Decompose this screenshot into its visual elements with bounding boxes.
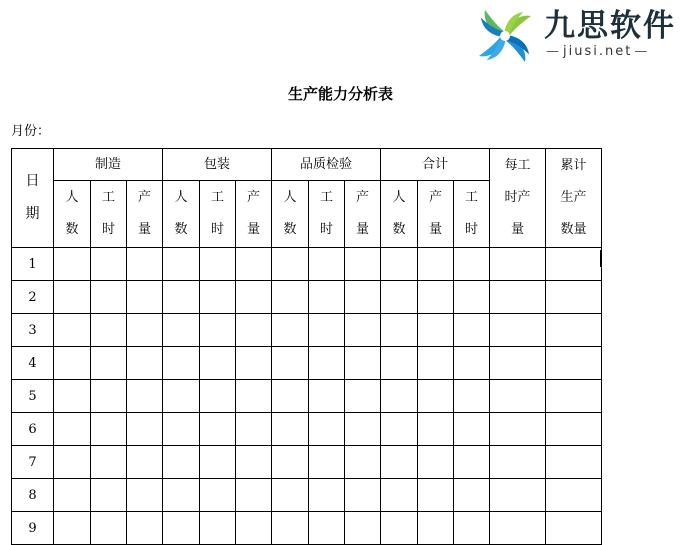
row-number: 8 (12, 479, 54, 512)
table-cell[interactable] (54, 347, 91, 380)
table-cell[interactable] (345, 314, 381, 347)
table-cell[interactable] (490, 347, 546, 380)
sub-header-hours: 工时 (454, 181, 490, 248)
table-cell[interactable] (454, 479, 490, 512)
table-row (12, 314, 602, 347)
table-cell[interactable] (454, 314, 490, 347)
table-cell[interactable] (381, 248, 418, 281)
table-cell[interactable] (309, 512, 345, 545)
table-cell[interactable] (490, 248, 546, 281)
table-cell[interactable] (91, 446, 127, 479)
table-cell[interactable] (127, 479, 163, 512)
row-number: 1 (12, 248, 54, 281)
table-cell[interactable] (200, 413, 236, 446)
table-cell[interactable] (200, 479, 236, 512)
sub-header-output: 产量 (236, 181, 272, 248)
table-row (12, 380, 602, 413)
table-cell[interactable] (163, 347, 200, 380)
table-cell[interactable] (272, 413, 309, 446)
table-cell[interactable] (200, 380, 236, 413)
table-cell[interactable] (546, 413, 602, 446)
sub-header-headcount: 人数 (381, 181, 418, 248)
table-cell[interactable] (54, 314, 91, 347)
table-cell[interactable] (309, 446, 345, 479)
table-cell[interactable] (272, 479, 309, 512)
table-cell[interactable] (454, 347, 490, 380)
table-cell[interactable] (418, 281, 454, 314)
row-number: 2 (12, 281, 54, 314)
group-header-packaging: 包装 (163, 149, 272, 181)
row-number: 6 (12, 413, 54, 446)
table-cell[interactable] (163, 281, 200, 314)
table-cell[interactable] (546, 314, 602, 347)
table-cell[interactable] (200, 314, 236, 347)
table-cell[interactable] (236, 413, 272, 446)
table-cell[interactable] (345, 413, 381, 446)
group-header-quality-inspection: 品质检验 (272, 149, 381, 181)
sub-header-headcount: 人数 (163, 181, 200, 248)
table-cell[interactable] (546, 281, 602, 314)
table-cell[interactable] (236, 479, 272, 512)
table-cell[interactable] (236, 347, 272, 380)
table-cell[interactable] (418, 512, 454, 545)
table-cell[interactable] (54, 281, 91, 314)
table-cell[interactable] (309, 380, 345, 413)
table-cell[interactable] (236, 446, 272, 479)
table-cell[interactable] (91, 380, 127, 413)
row-number: 3 (12, 314, 54, 347)
table-cell[interactable] (454, 512, 490, 545)
sub-header-headcount: 人数 (272, 181, 309, 248)
table-cell[interactable] (490, 512, 546, 545)
table-cell[interactable] (272, 248, 309, 281)
table-cell[interactable] (490, 446, 546, 479)
table-cell[interactable] (236, 314, 272, 347)
table-cell[interactable] (490, 380, 546, 413)
table-cell[interactable] (309, 413, 345, 446)
table-cell[interactable] (309, 248, 345, 281)
table-cell[interactable] (546, 479, 602, 512)
table-cell[interactable] (236, 512, 272, 545)
table-row (12, 446, 602, 479)
table-cell[interactable] (490, 314, 546, 347)
table-cell[interactable] (381, 479, 418, 512)
table-cell[interactable] (127, 446, 163, 479)
table-cell[interactable] (272, 380, 309, 413)
month-label: 月份： (11, 124, 51, 139)
table-row (12, 512, 602, 545)
table-cell[interactable] (163, 413, 200, 446)
table-cell[interactable] (163, 380, 200, 413)
table-row (12, 281, 602, 314)
sub-header-output: 产量 (418, 181, 454, 248)
table-cell[interactable] (381, 380, 418, 413)
table-cell[interactable] (200, 446, 236, 479)
table-row (12, 248, 602, 281)
table-cell[interactable] (236, 248, 272, 281)
capacity-table (11, 148, 602, 545)
group-header-total: 合计 (381, 149, 490, 181)
table-cell[interactable] (163, 248, 200, 281)
table-cell[interactable] (454, 380, 490, 413)
table-cell[interactable] (54, 512, 91, 545)
cumulative-output-header: 累计生产数量 (546, 149, 602, 248)
table-cell[interactable] (418, 413, 454, 446)
table-cell[interactable] (236, 281, 272, 314)
table-cell[interactable] (54, 479, 91, 512)
table-cell[interactable] (381, 446, 418, 479)
row-number: 5 (12, 380, 54, 413)
table-cell[interactable] (454, 281, 490, 314)
table-cell[interactable] (272, 314, 309, 347)
table-cell[interactable] (381, 314, 418, 347)
table-cell[interactable] (127, 248, 163, 281)
table-cell[interactable] (381, 413, 418, 446)
table-cell[interactable] (200, 281, 236, 314)
table-cell[interactable] (272, 347, 309, 380)
table-cell[interactable] (163, 479, 200, 512)
table-cell[interactable] (345, 512, 381, 545)
table-cell[interactable] (127, 281, 163, 314)
table-cell[interactable] (418, 446, 454, 479)
sub-header-headcount: 人数 (54, 181, 91, 248)
table-cell[interactable] (200, 512, 236, 545)
table-cell[interactable] (127, 413, 163, 446)
table-cell[interactable] (127, 314, 163, 347)
table-cell[interactable] (345, 479, 381, 512)
row-number: 4 (12, 347, 54, 380)
table-cell[interactable] (546, 248, 602, 281)
table-cell[interactable] (272, 512, 309, 545)
table-cell[interactable] (418, 479, 454, 512)
table-cell[interactable] (127, 380, 163, 413)
table-cell[interactable] (345, 380, 381, 413)
sub-header-output: 产量 (345, 181, 381, 248)
table-cell[interactable] (546, 380, 602, 413)
table-cell[interactable] (490, 413, 546, 446)
sub-header-hours: 工时 (91, 181, 127, 248)
table-cell[interactable] (163, 446, 200, 479)
table-cell[interactable] (418, 314, 454, 347)
table-cell[interactable] (200, 248, 236, 281)
table-cell[interactable] (418, 248, 454, 281)
table-cell[interactable] (127, 512, 163, 545)
table-cell[interactable] (91, 314, 127, 347)
table-cell[interactable] (309, 479, 345, 512)
table-cell[interactable] (54, 446, 91, 479)
table-cell[interactable] (309, 314, 345, 347)
table-cell[interactable] (418, 347, 454, 380)
table-cell[interactable] (54, 413, 91, 446)
table-cell[interactable] (91, 281, 127, 314)
logo-url: — jiusi.net — (544, 44, 651, 59)
table-row (12, 347, 602, 380)
date-header: 日期 (12, 149, 54, 248)
table-cell[interactable] (236, 380, 272, 413)
table-cell[interactable] (381, 347, 418, 380)
table-cell[interactable] (91, 413, 127, 446)
table-cell[interactable] (546, 446, 602, 479)
table-cell[interactable] (381, 281, 418, 314)
table-cell[interactable] (272, 446, 309, 479)
table-cell[interactable] (454, 446, 490, 479)
table-cell[interactable] (345, 248, 381, 281)
table-cell[interactable] (345, 446, 381, 479)
output-per-hour-header: 每工时产量 (490, 149, 546, 248)
table-cell[interactable] (127, 347, 163, 380)
table-cell[interactable] (345, 281, 381, 314)
logo-name: 九思软件 (544, 8, 676, 44)
sub-header-output: 产量 (127, 181, 163, 248)
table-row (12, 479, 602, 512)
table-cell[interactable] (490, 281, 546, 314)
table-cell[interactable] (272, 281, 309, 314)
table-cell[interactable] (309, 347, 345, 380)
logo-pinwheel-icon (472, 4, 538, 68)
table-cell[interactable] (490, 479, 546, 512)
sub-header-hours: 工时 (309, 181, 345, 248)
group-header-manufacturing: 制造 (54, 149, 163, 181)
table-cell[interactable] (309, 281, 345, 314)
table-cell[interactable] (91, 347, 127, 380)
table-cell[interactable] (381, 512, 418, 545)
table-cell[interactable] (54, 248, 91, 281)
text-cursor (600, 250, 601, 267)
table-cell[interactable] (91, 512, 127, 545)
table-cell[interactable] (54, 380, 91, 413)
table-cell[interactable] (163, 512, 200, 545)
row-number: 9 (12, 512, 54, 545)
table-cell[interactable] (454, 413, 490, 446)
table-cell[interactable] (345, 347, 381, 380)
sub-header-hours: 工时 (200, 181, 236, 248)
header-row-groups (12, 149, 602, 181)
table-cell[interactable] (91, 248, 127, 281)
table-cell[interactable] (200, 347, 236, 380)
table-cell[interactable] (546, 512, 602, 545)
table-cell[interactable] (546, 347, 602, 380)
table-cell[interactable] (163, 314, 200, 347)
table-cell[interactable] (418, 380, 454, 413)
table-row (12, 413, 602, 446)
logo (472, 4, 676, 68)
row-number: 7 (12, 446, 54, 479)
table-cell[interactable] (91, 479, 127, 512)
document-title: 生产能力分析表 (287, 85, 393, 103)
table-cell[interactable] (454, 248, 490, 281)
